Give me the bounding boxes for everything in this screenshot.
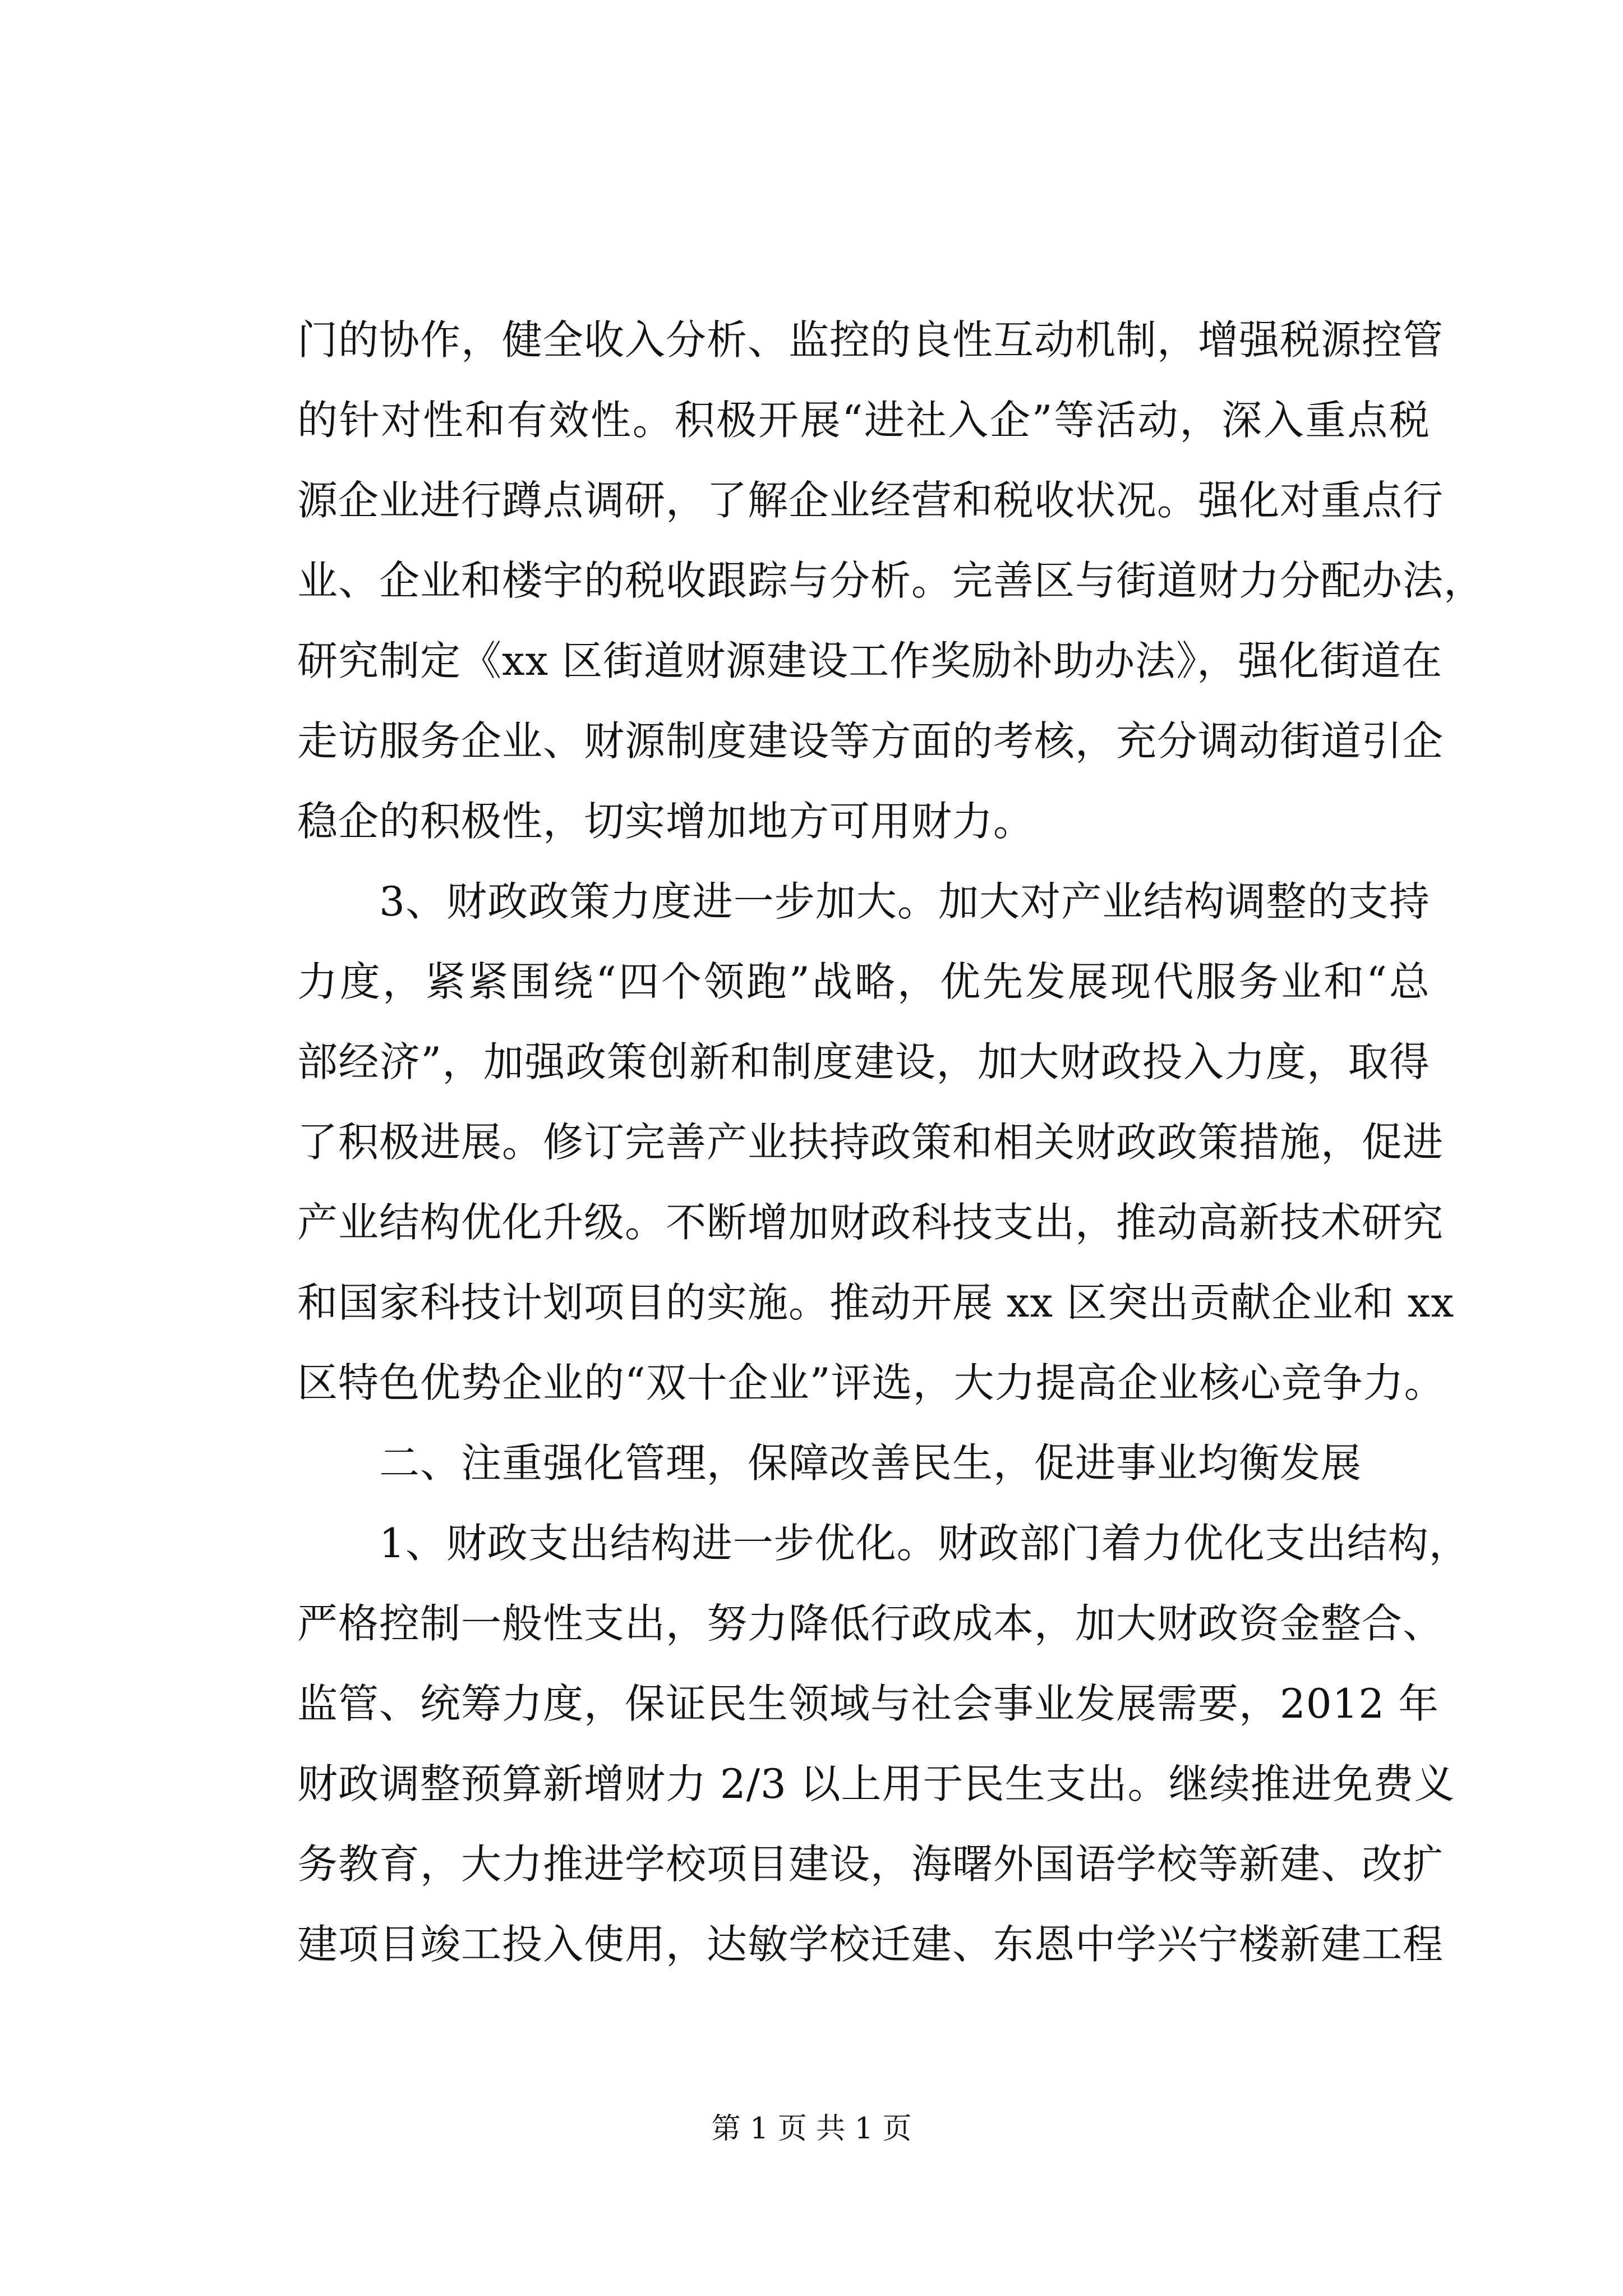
text-line: 源企业进行蹲点调研，了解企业经营和税收状况。强化对重点行 xyxy=(297,477,1444,524)
text-line: 和国家科技计划项目的实施。推动开展 xx 区突出贡献企业和 xx xyxy=(297,1279,1455,1326)
text-line: 产业结构优化升级。不断增加财政科技支出，推动高新技术研究 xyxy=(297,1199,1444,1246)
text-line: 建项目竣工投入使用，达敏学校迁建、东恩中学兴宁楼新建工程 xyxy=(297,1921,1444,1968)
text-line: 走访服务企业、财源制度建设等方面的考核，充分调动街道引企 xyxy=(297,717,1444,765)
text-line: 严格控制一般性支出，努力降低行政成本，加大财政资金整合、 xyxy=(297,1600,1444,1647)
text-line: 业、企业和楼宇的税收跟踪与分析。完善区与街道财力分配办法， xyxy=(297,557,1485,604)
text-line: 力度，紧紧围绕“四个领跑”战略，优先发展现代服务业和“总 xyxy=(297,958,1430,1005)
text-line: 的针对性和有效性。积极开展“进社入企”等活动，深入重点税 xyxy=(297,397,1430,444)
text-line: 部经济”，加强政策创新和制度建设，加大财政投入力度，取得 xyxy=(297,1038,1430,1085)
page-footer: 第 1 页 共 1 页 xyxy=(711,2112,912,2146)
text-line: 门的协作，健全收入分析、监控的良性互动机制，增强税源控管 xyxy=(297,316,1444,364)
text-line: 研究制定《xx 区街道财源建设工作奖励补助办法》，强化街道在 xyxy=(297,637,1443,684)
text-line: 区特色优势企业的“双十企业”评选，大力提高企业核心竞争力。 xyxy=(297,1359,1445,1406)
text-line: 财政调整预算新增财力 2/3 以上用于民生支出。继续推进免费义 xyxy=(297,1760,1455,1807)
text-line: 了积极进展。修订完善产业扶持政策和相关财政政策措施，促进 xyxy=(297,1119,1444,1166)
text-line: 监管、统筹力度，保证民生领域与社会事业发展需要，2012 年 xyxy=(297,1680,1440,1727)
text-line: 稳企的积极性，切实增加地方可用财力。 xyxy=(297,798,1035,845)
section-heading: 二、注重强化管理，保障改善民生，促进事业均衡发展 xyxy=(297,1439,1362,1487)
document-body xyxy=(297,300,1485,1985)
text-line: 1、财政支出结构进一步优化。财政部门着力优化支出结构， xyxy=(297,1520,1470,1567)
text-line: 3、财政政策力度进一步加大。加大对产业结构调整的支持 xyxy=(297,878,1430,925)
text-line: 务教育，大力推进学校项目建设，海曙外国语学校等新建、改扩 xyxy=(297,1841,1444,1888)
